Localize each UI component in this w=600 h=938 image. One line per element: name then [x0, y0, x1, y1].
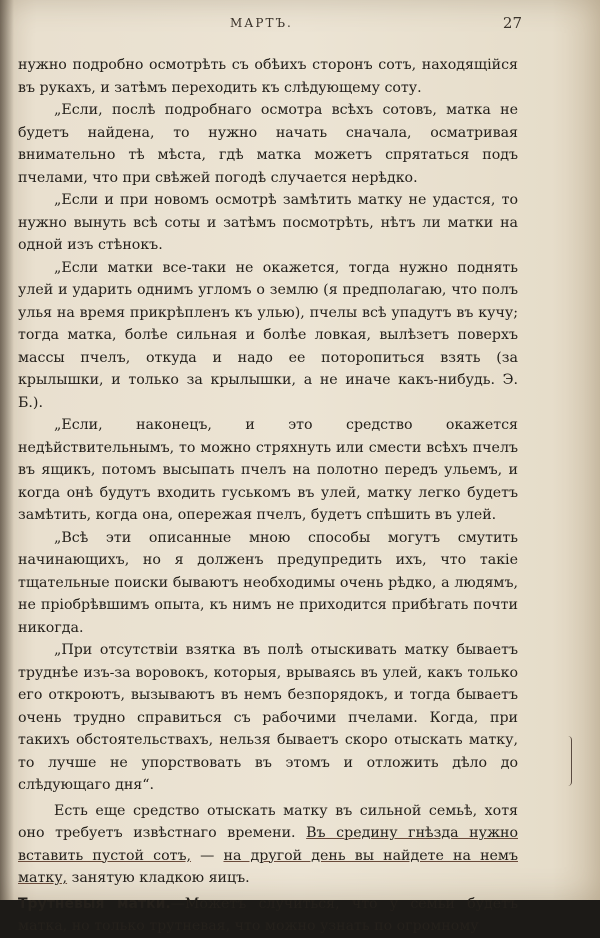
margin-pencil-mark [568, 736, 572, 786]
page-number: 27 [502, 14, 522, 32]
paragraph: „Если и при новомъ осмотрѣ замѣтить матку не удастся, то нужно вынуть всѣ соты и затѣмъ посмотрѣть, нѣтъ ли матки на одной изъ стѣнокъ. [18, 192, 518, 253]
binding-shadow [0, 0, 14, 900]
paragraph: „Всѣ эти описанные мною способы могутъ смутить начинающихъ, но я долженъ предупредить ихъ, что такіе тщательные поиски бываютъ необходимы очень рѣдко, а людямъ, не пріобрѣвшимъ опыта, къ нимъ не приходится прибѣгать почти никогда. [18, 529, 518, 636]
underlined-passage: Въ средину гнѣзда нужно вставить пустой сотъ, [18, 825, 518, 864]
text-segment: — [191, 847, 224, 864]
paragraph: „Если, наконецъ, и это средство окажется недѣйствительнымъ, то можно стряхнуть или смести всѣхъ пчелъ въ ящикъ, потомъ высыпать пчелъ на полотно передъ ульемъ, и когда онѣ будутъ входить гуськомъ въ улей, матку легко будетъ замѣтить, когда она, опережая пчелъ, будетъ спѣшить въ улей. [18, 417, 518, 523]
paragraph-underlined [18, 800, 518, 890]
running-head [0, 14, 600, 38]
paragraph: „При отсутствіи взятка въ полѣ отыскивать матку бываетъ труднѣе изъ-за воровокъ, которыя, врываясь въ улей, какъ только его откроютъ, вызываютъ въ немъ безпорядокъ, и тогда бываетъ очень трудно справиться съ рабочими пчелами. Когда, при такихъ обстоятельствахъ, нельзя бываетъ скоро отыскать матку, то лучше не упорствовать въ этомъ и отложить дѣло до слѣдующаго дня“. [18, 642, 518, 793]
paragraph: „Если, послѣ подробнаго осмотра всѣхъ сотовъ, матка не будетъ найдена, то нужно начать сначала, осматривая внимательно тѣ мѣста, гдѣ матка можетъ спрятаться подъ пчелами, что при свѣжей погодѣ случается нерѣдко. [18, 102, 518, 186]
paragraph: „Если матки все-таки не окажется, тогда нужно поднять улей и ударить однимъ угломъ о землю (я предполагаю, что полъ улья на время прикрѣпленъ къ улью), пчелы всѣ упадутъ въ кучу; тогда матка, болѣе сильная и болѣе ловкая, вылѣзетъ поверхъ массы пчелъ, откуда и надо ее поторопиться взять (за крылышки, и только за крылышки, а не иначе какъ-нибудь. Э. Б.). [18, 259, 518, 411]
section-heading: Трутневыя матки. [18, 895, 171, 912]
running-title: МАРТЪ. [230, 16, 293, 30]
body-text [18, 54, 518, 938]
section-paragraph [18, 893, 518, 938]
text-segment: занятую кладкою яицъ. [67, 870, 250, 886]
text-segment: Есть еще средство отыскать матку въ сильной семьѣ, хотя оно требуетъ извѣстнаго времени. [18, 802, 518, 841]
underlined-passage: на другой день вы найдете на немъ матку, [18, 847, 518, 886]
text-segment: —Можетъ случиться, что у семьи будетъ матка, но только трутневая, что можно узнать по огромному [18, 895, 519, 934]
paragraph: нужно подробно осмотрѣть съ обѣихъ сторонъ сотъ, находящійся въ рукахъ, и затѣмъ переходить къ слѣдующему соту. [18, 57, 518, 96]
